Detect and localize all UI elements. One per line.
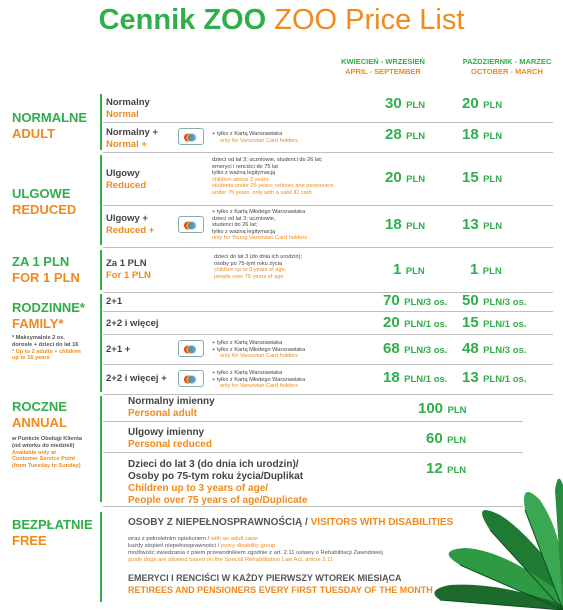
free-disabilities-heading: OSOBY Z NIEPEŁNOSPRAWNOŚCIĄ / VISITORS WITH DISABILITIES <box>128 517 454 528</box>
ticket-one-pln: Za 1 PLN For 1 PLN <box>106 258 151 281</box>
price-annual-children-seniors: 12 PLN <box>426 460 467 477</box>
ticket-family-2-2-plus: 2+2 i więcej + <box>106 373 167 384</box>
price-family-2-1-plus-winter: 48 PLN/3 os. <box>462 340 527 357</box>
section-annual-title: ROCZNE ANNUAL <box>12 399 67 430</box>
note-annual-availability: w Punkcie Obsługi Klienta (od wtorku do niedzieli) Available only at Customer Service Point (from Tuesday to Sunday) <box>12 436 82 470</box>
note-free-disabilities: wraz z pełnoletnim opiekunem / with an adult carer każdy stopień niepełnosprawności / every disability group możliwość zwiedzania z psem przewodnikiem zgodnie z art. 2.11 ustawy o Rehabilitacji Zawodowej guide dogs are allowed based on the Special Rehabilitation Law Act, article 2.11 <box>128 536 383 563</box>
price-family-2-2-plus-winter: 13 PLN/1 os. <box>462 369 527 386</box>
price-annual-reduced: 60 PLN <box>426 430 467 447</box>
ticket-reduced-plus: Ulgowy + Reduced + <box>106 213 155 236</box>
row-divider <box>103 394 553 395</box>
price-one-pln-summer: 1 PLN <box>393 261 425 278</box>
price-family-2-1-winter: 50 PLN/3 os. <box>462 292 527 309</box>
palm-leaf-decoration <box>430 470 563 610</box>
section-divider <box>100 294 102 392</box>
note-one-pln: dzieci do lat 3 (do dnia ich urodzin); osoby po 75-tym roku życia children up to 3 years of age; people over 75 years of age <box>214 254 302 280</box>
row-divider <box>103 122 553 123</box>
price-family-2-2-plus-summer: 18 PLN/1 os. <box>383 369 448 386</box>
row-divider <box>103 421 523 422</box>
price-normal-plus-summer: 28 PLN <box>385 126 426 143</box>
note-reduced: dzieci od lat 3; uczniowie, studenci do 26 lat; emeryci i renciści do 75 lat tylko z ważną legitymacją children above 3 years; students under 26 years; retirees and pensioners under 75 years, only with a valid ID card <box>212 157 334 196</box>
ticket-reduced: Ulgowy Reduced <box>106 168 147 191</box>
free-retirees-heading-en: RETIREES AND PENSIONERS EVERY FIRST TUESDAY OF THE MONTH <box>128 585 433 595</box>
free-retirees-heading-pl: EMERYCI I RENCIŚCI W KAŻDY PIERWSZY WTOREK MIESIĄCA <box>128 573 402 583</box>
price-reduced-winter: 15 PLN <box>462 169 503 186</box>
price-reduced-plus-winter: 13 PLN <box>462 216 503 233</box>
ticket-family-2-1: 2+1 <box>106 296 123 307</box>
section-reduced-title: ULGOWE REDUCED <box>12 186 77 217</box>
ticket-family-2-2: 2+2 i więcej <box>106 318 159 329</box>
row-divider <box>103 311 553 312</box>
section-divider <box>100 250 102 290</box>
price-family-2-1-summer: 70 PLN/3 os. <box>383 292 448 309</box>
section-divider <box>100 396 102 502</box>
row-divider <box>103 364 553 365</box>
note-family-2-1-plus: + tylko z Kartą Warszawiaka + tylko z Kartą Młodego Warszawiaka only for Varsovian Card holders <box>212 340 306 360</box>
title-pl: Cennik ZOO <box>98 4 267 36</box>
price-annual-adult: 100 PLN <box>418 400 467 417</box>
note-normal-plus: + tylko z Kartą Warszawiaka only for Varsovian Card holders <box>212 131 298 144</box>
price-reduced-plus-summer: 18 PLN <box>385 216 426 233</box>
section-divider <box>100 155 102 245</box>
price-normal-summer: 30 PLN <box>385 95 426 112</box>
price-normal-winter: 20 PLN <box>462 95 503 112</box>
season-header-summer: KWIECIEŃ - WRZESIEŃ APRIL - SEPTEMBER <box>341 57 425 76</box>
ticket-annual-children-seniors: Dzieci do lat 3 (do dnia ich urodzin)/ Osoby po 75-tym roku życia/Duplikat Children up to 3 years of age/ People over 75 years of age/Duplicate <box>128 459 308 506</box>
price-family-2-2-winter: 15 PLN/1 os. <box>462 314 527 331</box>
varsovian-card-icon <box>178 340 204 357</box>
row-divider <box>103 452 523 453</box>
price-reduced-summer: 20 PLN <box>385 169 426 186</box>
note-family-limit: * Maksymalnie 2 os. dorosłe + dzieci do lat 16 * Up to 2 adults + children up to 16 years <box>12 335 81 362</box>
price-family-2-1-plus-summer: 68 PLN/3 os. <box>383 340 448 357</box>
young-varsovian-card-icon <box>178 216 204 233</box>
price-one-pln-winter: 1 PLN <box>470 261 502 278</box>
price-normal-plus-winter: 18 PLN <box>462 126 503 143</box>
note-reduced-plus: + tylko z Kartą Młodego Warszawiaka dzieci od lat 3; uczniowie, studenci do 26 lat; tylko z ważną legitymacją only for Young Varsovian Card holders <box>212 209 308 242</box>
ticket-annual-reduced: Ulgowy imienny Personal reduced <box>128 427 212 450</box>
section-one-pln-title: ZA 1 PLN FOR 1 PLN <box>12 254 80 285</box>
page-title <box>0 4 563 37</box>
section-family-title: RODZINNE* FAMILY* <box>12 300 85 331</box>
row-divider <box>103 152 553 153</box>
price-family-2-2-summer: 20 PLN/1 os. <box>383 314 448 331</box>
season-header-winter: PAŹDZIERNIK - MARZEC OCTOBER - MARCH <box>462 57 552 76</box>
section-free-title: BEZPŁATNIE FREE <box>12 517 93 548</box>
row-divider <box>103 205 553 206</box>
ticket-annual-adult: Normalny imienny Personal adult <box>128 396 215 419</box>
ticket-family-2-1-plus: 2+1 + <box>106 344 131 355</box>
note-family-2-2-plus: + tylko z Kartą Warszawiaka + tylko z Kartą Młodego Warszawiaka only for Varsovian Card holders <box>212 370 306 390</box>
varsovian-card-icon <box>178 128 204 145</box>
ticket-normal-plus: Normalny + Normal + <box>106 127 159 150</box>
row-divider <box>103 334 553 335</box>
section-normal-title: NORMALNE ADULT <box>12 110 88 141</box>
section-divider <box>100 512 102 602</box>
title-en: ZOO Price List <box>274 4 465 36</box>
varsovian-card-icon <box>178 370 204 387</box>
row-divider <box>103 247 553 248</box>
ticket-normal: Normalny Normal <box>106 97 150 120</box>
section-divider <box>100 94 102 150</box>
